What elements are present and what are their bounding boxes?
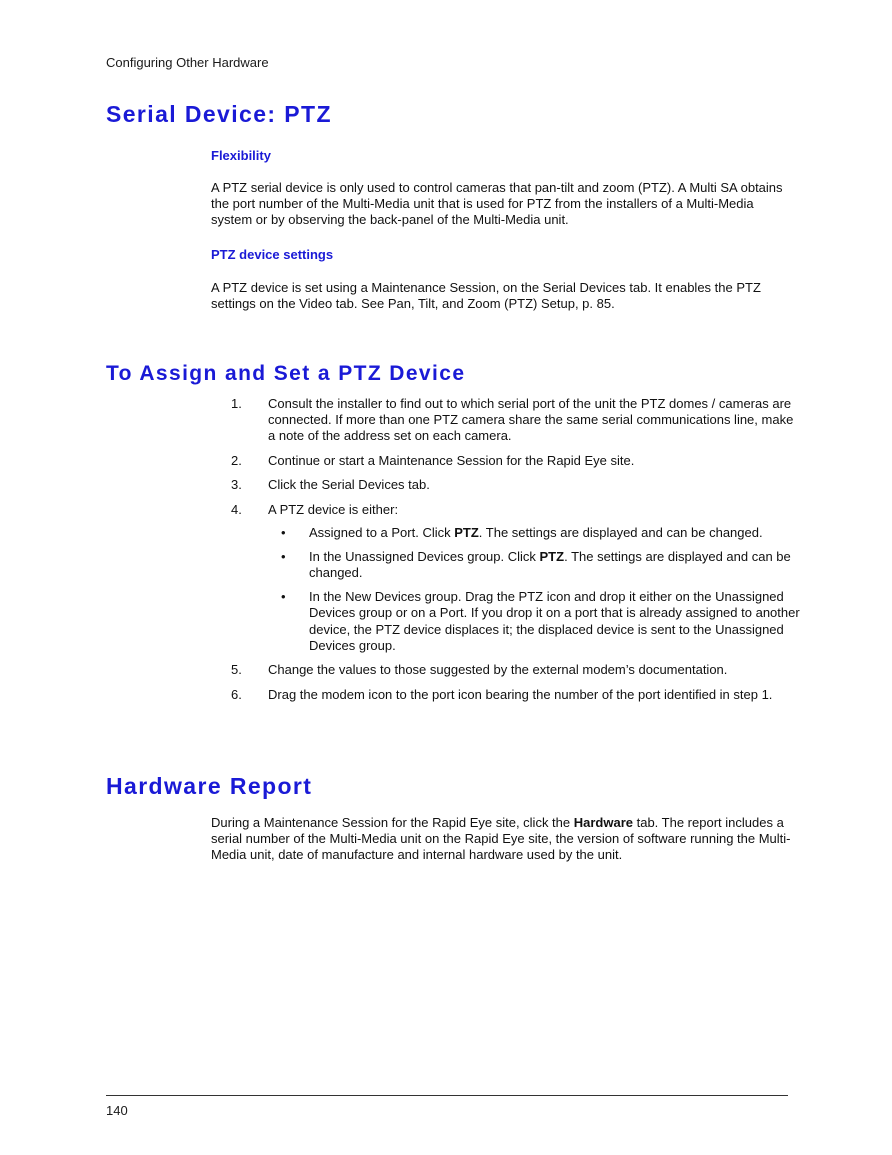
bullet-mark: • bbox=[281, 589, 286, 605]
list-item bbox=[211, 453, 801, 469]
bullet-text: In the New Devices group. Drag the PTZ icon and drop it either on the Unassigned Devices group or on a Port. If you drop it on a port that is already assigned to another device, the PTZ device displaces it; the displaced device is sent to the Unassigned Devices group. bbox=[309, 589, 800, 653]
step-text: Change the values to those suggested by the external modem’s documentation. bbox=[268, 662, 728, 678]
step-text: Continue or start a Maintenance Session for the Rapid Eye site. bbox=[268, 452, 635, 468]
steps-list bbox=[211, 396, 801, 711]
step-number: 5. bbox=[231, 662, 242, 678]
bullet-text-post: . The settings are displayed and can be changed. bbox=[478, 525, 763, 541]
subheading-flexibility: Flexibility bbox=[211, 148, 271, 163]
bullet-text-bold: PTZ bbox=[454, 525, 479, 541]
bullet-item bbox=[268, 525, 801, 541]
step-text: Click the Serial Devices tab. bbox=[268, 477, 430, 493]
bullet-text-bold: PTZ bbox=[539, 549, 565, 565]
step-text: Drag the modem icon to the port icon bearing the number of the port identified in step 1. bbox=[268, 686, 773, 702]
list-item bbox=[211, 396, 801, 445]
paragraph-ptz-device-settings: A PTZ device is set using a Maintenance Session, on the Serial Devices tab. It enables the PTZ settings on the Video tab. See Pan, Tilt, and Zoom (PTZ) Setup, p. 85. bbox=[211, 280, 761, 312]
step-text: Consult the installer to find out to which serial port of the unit the PTZ domes / cameras are connected. If more than one PTZ camera share the same serial communications line, make a note of the address set on each camera. bbox=[268, 396, 794, 444]
footer-divider bbox=[106, 1095, 788, 1096]
bullet-text-pre: Assigned to a Port. Click bbox=[309, 525, 455, 541]
hardware-tab-name: Hardware bbox=[573, 815, 633, 830]
section-title-assign-ptz-device: To Assign and Set a PTZ Device bbox=[106, 362, 466, 385]
bullet-mark: • bbox=[281, 525, 286, 541]
list-item bbox=[211, 687, 801, 703]
bullet-text-post: . The settings are displayed and can be changed. bbox=[309, 549, 791, 581]
section-title-hardware-report: Hardware Report bbox=[106, 773, 313, 799]
list-item bbox=[211, 477, 801, 493]
step-number: 6. bbox=[231, 686, 242, 702]
section-title-serial-device-ptz: Serial Device: PTZ bbox=[106, 101, 332, 127]
paragraph-flexibility: A PTZ serial device is only used to control cameras that pan-tilt and zoom (PTZ). A Multi SA obtains the port number of the Multi-Media unit that is used for PTZ from the installers of a Multi-Media system or by observing the back-panel of the Multi-Media unit. bbox=[211, 180, 783, 228]
paragraph-hardware-report bbox=[211, 815, 791, 864]
bullet-mark: • bbox=[281, 549, 286, 565]
step-number: 1. bbox=[231, 396, 242, 411]
bullet-item bbox=[268, 589, 801, 654]
hardware-text-post: tab. The report includes a serial number of the Multi-Media unit on the Rapid Eye site, the version of software running the Multi-Media unit, date of manufacture and internal hardware used by the unit. bbox=[211, 815, 791, 863]
list-item bbox=[211, 502, 801, 654]
bullet-item bbox=[268, 549, 801, 581]
running-header: Configuring Other Hardware bbox=[106, 55, 269, 70]
bullet-list bbox=[268, 525, 801, 654]
step-text: A PTZ device is either: bbox=[268, 501, 399, 517]
bullet-text-pre: In the Unassigned Devices group. Click bbox=[309, 549, 540, 565]
list-item bbox=[211, 662, 801, 678]
step-number: 2. bbox=[231, 452, 242, 468]
subheading-ptz-device-settings: PTZ device settings bbox=[211, 247, 334, 262]
hardware-text-pre: During a Maintenance Session for the Rapid Eye site, click the bbox=[211, 815, 574, 830]
step-number: 4. bbox=[231, 501, 242, 517]
step-number: 3. bbox=[231, 477, 242, 493]
page-number: 140 bbox=[106, 1103, 128, 1118]
